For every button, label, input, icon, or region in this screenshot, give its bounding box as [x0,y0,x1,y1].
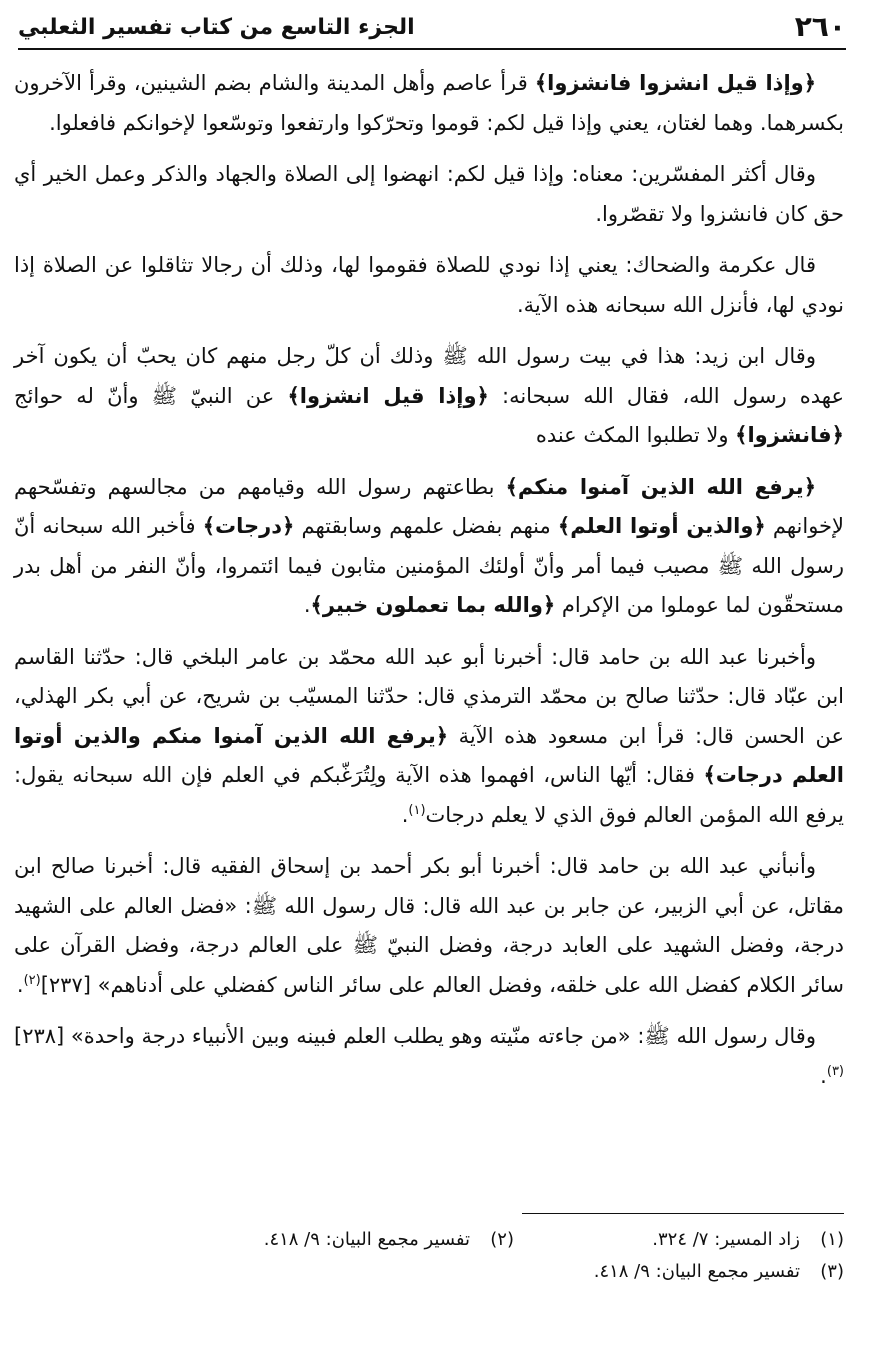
footnote-divider [522,1213,844,1214]
paragraph [14,64,844,143]
footnote-ref: (١) [408,802,426,818]
text-run: فقال: أيّها الناس، افهموا هذه الآية ولِتُرَغّبكم في العلم فإن الله سبحانه يقول: يرفع الله المؤمن العالم فوق الذي لا يعلم درجات [14,763,844,827]
quran-quote: ﴿يرفع الله الذين آمنوا منكم والذين أوتوا العلم درجات﴾ [14,723,844,787]
footnote-number: (٣) [820,1261,844,1282]
footnote-text: تفسير مجمع البيان: ٩/ ٤١٨. [263,1229,470,1250]
quran-quote: ﴿والله بما تعملون خبير﴾ [310,593,556,617]
page-number: ٢٦٠ [794,10,846,43]
text-run: قال عكرمة والضحاك: يعني إذا نودي للصلاة فقوموا لها، وذلك أن رجالا تثاقلوا عن الصلاة إذا نودي لها، فأنزل الله سبحانه هذه الآية. [14,253,844,317]
text-run: وقال ابن زيد: هذا في بيت رسول الله ﷺ وذلك أن كلّ رجل منهم كان يحبّ أن يكون آخر عهده رسول الله، فقال الله سبحانه: [14,344,845,408]
footnote-text: تفسير مجمع البيان: ٩/ ٤١٨. [593,1261,800,1282]
text-run: وأخبرنا عبد الله بن حامد قال: أخبرنا أبو عبد الله محمّد بن عامر البلخي قال: حدّثنا القاسم ابن عبّاد قال: حدّثنا صالح بن محمّد الترمذي قال: حدّثنا المسيّب بن شريح، عن أبي بكر الهذلي، عن الحسن قال: قرأ ابن مسعود هذه الآية [14,644,844,748]
footnote-item [514,1224,844,1256]
text-run: . [401,802,409,827]
text-run: . [303,593,311,617]
quran-quote: ﴿درجات﴾ [202,514,295,538]
footnote-number: (٢) [490,1229,514,1250]
footnote-item [184,1224,514,1256]
main-text [14,64,844,1108]
text-run: وأنبأني عبد الله بن حامد قال: أخبرنا أبو بكر أحمد بن إسحاق الفقيه قال: أخبرنا صالح ابن مقاتل، عن أبي الزبير، عن جابر بن عبد الله قال: قال رسول الله ﷺ: «فضل العالم على الشهيد درجة، وفضل الشهيد على العابد درجة، وفضل النبيّ ﷺ على العالم درجة، وفضل القرآن على سائر الكلام كفضل الله على خلقه، وفضل العالم على سائر الناس كفضلي على أدناهم» [٢٣٧] [14,854,844,997]
paragraph [14,847,844,1005]
paragraph [14,1017,844,1096]
footnote-ref: (٢) [23,972,41,988]
running-title: الجزء التاسع من كتاب تفسير الثعلبي [18,15,415,40]
paragraph [14,638,844,836]
quran-quote: ﴿يرفع الله الذين آمنوا منكم﴾ [505,474,816,499]
text-run: ولا تطلبوا المكث عنده [535,423,736,447]
paragraph [14,468,844,626]
text-run: فأخبر الله سبحانه أنّ رسول الله ﷺ مصيب فيما أمر وأنّ أولئك المؤمنين مثابون فيما ائتمروا، وأنّ النفر من أهل بدر مستحقّون لما عوملوا من الإكرام [14,514,844,617]
text-run: قرأ عاصم وأهل المدينة والشام بضم الشينين، وقرأ الآخرون بكسرهما. وهما لغتان، يعني وإذا قيل لكم: قوموا وتحرّكوا وارتفعوا وتوسّعوا لإخوانكم فافعلوا. [14,71,844,135]
page-header [18,10,846,50]
footnotes [90,1224,844,1288]
paragraph [14,155,844,234]
footnote-ref: (٣) [826,1063,844,1079]
footnote-item [514,1256,844,1288]
text-run: . [16,972,24,997]
footnote-number: (١) [820,1229,844,1250]
footnote-row [90,1256,844,1288]
text-run: وقال رسول الله ﷺ: «من جاءته منّيته وهو يطلب العلم فبينه وبين الأنبياء درجة واحدة» [٢٣٨] [14,1024,816,1048]
text-run: عن النبيّ ﷺ وأنّ له حوائج [14,383,288,408]
quran-quote: ﴿وإذا قيل انشزوا﴾ [287,383,489,408]
quran-quote: ﴿وإذا قيل انشزوا فانشزوا﴾ [534,71,817,95]
footnote-row [90,1224,844,1256]
text-run: . [820,1063,827,1088]
text-run: بطاعتهم رسول الله وقيامهم من مجالسهم وتفسّحهم لإخوانهم [14,474,845,538]
text-run: وقال أكثر المفسّرين: معناه: وإذا قيل لكم: انهضوا إلى الصلاة والجهاد والذكر وعمل الخير أي حق كان فانشزوا ولا تقصّروا. [14,162,844,226]
footnote-text: زاد المسير: ٧/ ٣٢٤. [652,1229,800,1250]
quran-quote: ﴿فانشزوا﴾ [735,423,844,447]
quran-quote: ﴿والذين أوتوا العلم﴾ [557,514,766,538]
paragraph [14,337,844,456]
paragraph [14,246,844,325]
text-run: منهم بفضل علمهم وسابقتهم [294,514,558,538]
